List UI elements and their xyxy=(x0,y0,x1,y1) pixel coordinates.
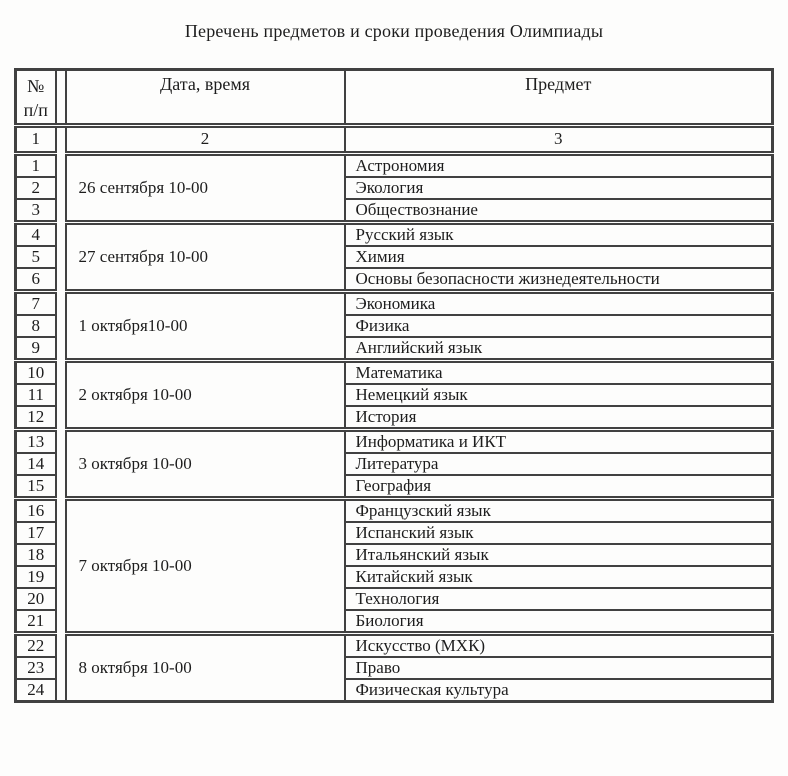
table-body xyxy=(16,153,773,701)
table-row xyxy=(16,360,773,384)
header-row xyxy=(16,70,773,126)
column-gap xyxy=(56,498,66,522)
row-number-cell: 6 xyxy=(16,268,56,292)
table-row xyxy=(16,222,773,246)
date-cell: 3 октября 10-00 xyxy=(66,429,345,498)
subject-cell: Экология xyxy=(345,177,773,199)
subject-cell: Экономика xyxy=(345,291,773,315)
row-number-cell: 4 xyxy=(16,222,56,246)
table-row xyxy=(16,153,773,177)
row-number-cell: 13 xyxy=(16,429,56,453)
subject-cell: История xyxy=(345,406,773,430)
subject-cell: Обществознание xyxy=(345,199,773,223)
date-cell: 26 сентября 10-00 xyxy=(66,153,345,222)
column-gap xyxy=(56,588,66,610)
subject-cell: Астрономия xyxy=(345,153,773,177)
table-row xyxy=(16,291,773,315)
column-gap xyxy=(56,657,66,679)
date-cell: 27 сентября 10-00 xyxy=(66,222,345,291)
row-number-cell: 14 xyxy=(16,453,56,475)
column-gap xyxy=(56,291,66,315)
table-header xyxy=(16,70,773,154)
subject-cell: Итальянский язык xyxy=(345,544,773,566)
row-number-cell: 22 xyxy=(16,633,56,657)
row-number-cell: 18 xyxy=(16,544,56,566)
row-number-cell: 24 xyxy=(16,679,56,702)
column-gap xyxy=(56,315,66,337)
row-number-cell: 3 xyxy=(16,199,56,223)
subject-cell: Китайский язык xyxy=(345,566,773,588)
row-number-cell: 11 xyxy=(16,384,56,406)
column-gap xyxy=(56,246,66,268)
column-gap xyxy=(56,337,66,361)
column-gap xyxy=(56,475,66,499)
subject-cell: Русский язык xyxy=(345,222,773,246)
column-gap xyxy=(56,153,66,177)
row-number-cell: 10 xyxy=(16,360,56,384)
header-num-cell xyxy=(16,70,56,126)
subject-cell: Право xyxy=(345,657,773,679)
date-cell: 2 октября 10-00 xyxy=(66,360,345,429)
table-row xyxy=(16,633,773,657)
row-number-cell: 8 xyxy=(16,315,56,337)
header-num-line1: № xyxy=(27,76,45,96)
row-number-cell: 23 xyxy=(16,657,56,679)
column-gap xyxy=(56,633,66,657)
row-number-cell: 1 xyxy=(16,153,56,177)
column-gap xyxy=(56,222,66,246)
subject-cell: Литература xyxy=(345,453,773,475)
column-gap xyxy=(56,70,66,126)
column-gap xyxy=(56,453,66,475)
column-gap xyxy=(56,125,66,153)
row-number-cell: 5 xyxy=(16,246,56,268)
date-cell: 8 октября 10-00 xyxy=(66,633,345,701)
header-subject-cell: Предмет xyxy=(345,70,773,126)
subject-cell: География xyxy=(345,475,773,499)
column-gap xyxy=(56,566,66,588)
subject-cell: Биология xyxy=(345,610,773,634)
row-number-cell: 21 xyxy=(16,610,56,634)
date-cell: 7 октября 10-00 xyxy=(66,498,345,633)
row-number-cell: 16 xyxy=(16,498,56,522)
row-number-cell: 7 xyxy=(16,291,56,315)
subject-cell: Химия xyxy=(345,246,773,268)
column-gap xyxy=(56,360,66,384)
row-number-cell: 19 xyxy=(16,566,56,588)
column-gap xyxy=(56,268,66,292)
column-gap xyxy=(56,406,66,430)
column-gap xyxy=(56,199,66,223)
subject-cell: Испанский язык xyxy=(345,522,773,544)
header-num-line2: п/п xyxy=(23,100,48,121)
subject-cell: Физическая культура xyxy=(345,679,773,702)
column-number-2: 2 xyxy=(66,125,345,153)
subject-cell: Физика xyxy=(345,315,773,337)
subject-cell: Информатика и ИКТ xyxy=(345,429,773,453)
column-gap xyxy=(56,177,66,199)
subject-cell: Технология xyxy=(345,588,773,610)
subject-cell: Основы безопасности жизнедеятельности xyxy=(345,268,773,292)
page-title: Перечень предметов и сроки проведения Олимпиады xyxy=(184,21,604,41)
row-number-cell: 20 xyxy=(16,588,56,610)
subject-cell: Английский язык xyxy=(345,337,773,361)
row-number-cell: 15 xyxy=(16,475,56,499)
row-number-cell: 9 xyxy=(16,337,56,361)
table-row xyxy=(16,429,773,453)
subject-cell: Математика xyxy=(345,360,773,384)
column-gap xyxy=(56,522,66,544)
column-gap xyxy=(56,429,66,453)
olympiad-schedule-table xyxy=(14,68,774,703)
row-number-cell: 2 xyxy=(16,177,56,199)
row-number-cell: 12 xyxy=(16,406,56,430)
row-number-cell: 17 xyxy=(16,522,56,544)
column-gap xyxy=(56,384,66,406)
column-gap xyxy=(56,544,66,566)
column-number-1: 1 xyxy=(16,125,56,153)
column-gap xyxy=(56,610,66,634)
column-number-3: 3 xyxy=(345,125,773,153)
subject-cell: Французский язык xyxy=(345,498,773,522)
header-date-cell: Дата, время xyxy=(66,70,345,126)
date-cell: 1 октября10-00 xyxy=(66,291,345,360)
column-number-row xyxy=(16,125,773,153)
table-row xyxy=(16,498,773,522)
subject-cell: Немецкий язык xyxy=(345,384,773,406)
column-gap xyxy=(56,679,66,702)
subject-cell: Искусство (МХК) xyxy=(345,633,773,657)
